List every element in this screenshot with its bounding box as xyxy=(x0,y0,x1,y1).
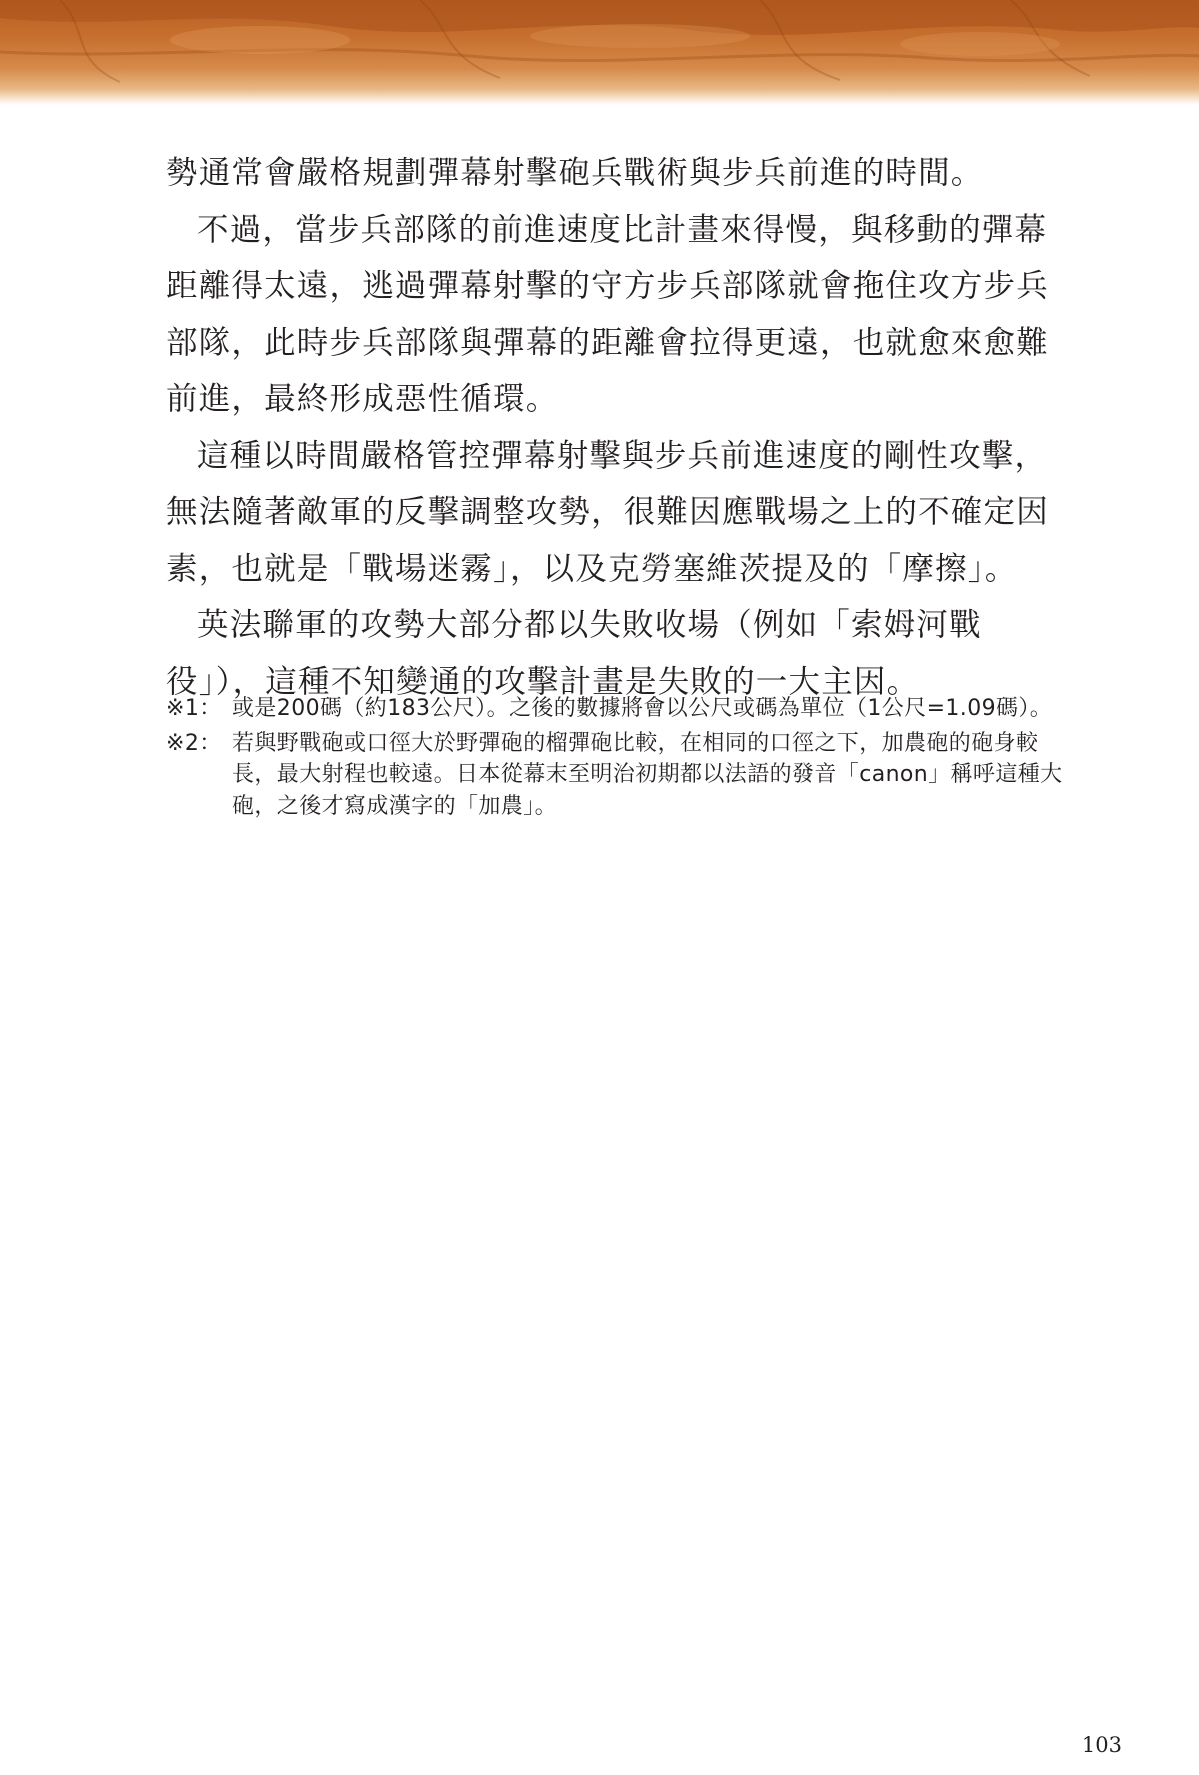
footnote-2-marker: ※2： xyxy=(166,730,222,756)
footnote-1-marker: ※1： xyxy=(166,696,222,721)
header-texture xyxy=(0,0,1199,105)
body-paragraph-1: 勢通常會嚴格規劃彈幕射擊砲兵戰術與步兵前進的時間。 xyxy=(166,155,984,191)
page-number: 103 xyxy=(1081,1733,1122,1757)
body-paragraph-2: 不過，當步兵部隊的前進速度比計畫來得慢，與移動的彈幕距離得太遠，逃過彈幕射擊的守方步兵部隊就會拖住攻方步兵部隊，此時步兵部隊與彈幕的距離會拉得更遠，也就愈來愈難前進，最終形成惡性循環。 xyxy=(166,211,1049,417)
main-body-text xyxy=(166,145,1076,710)
footnote-1 xyxy=(166,693,1076,725)
body-paragraph-3: 這種以時間嚴格管控彈幕射擊與步兵前進速度的剛性攻擊，無法隨著敵軍的反擊調整攻勢，很難因應戰場之上的不確定因素，也就是「戰場迷霧」，以及克勞塞維茨提及的「摩擦」。 xyxy=(166,437,1049,587)
footnotes xyxy=(166,693,1076,825)
header-decorative-band xyxy=(0,0,1199,105)
footnote-1-text: 或是200碼（約183公尺）。之後的數據將會以公尺或碼為單位（1公尺=1.09碼）。 xyxy=(232,696,1053,721)
footnote-2 xyxy=(166,728,1076,823)
body-paragraph-4: 英法聯軍的攻勢大部分都以失敗收場（例如「索姆河戰役」），這種不知變通的攻擊計畫是失敗的一大主因。 xyxy=(166,607,982,700)
footnote-2-text: 若與野戰砲或口徑大於野彈砲的榴彈砲比較，在相同的口徑之下，加農砲的砲身較長，最大射程也較遠。日本從幕末至明治初期都以法語的發音「canon」稱呼這種大砲，之後才寫成漢字的「加農」。 xyxy=(232,730,1063,819)
